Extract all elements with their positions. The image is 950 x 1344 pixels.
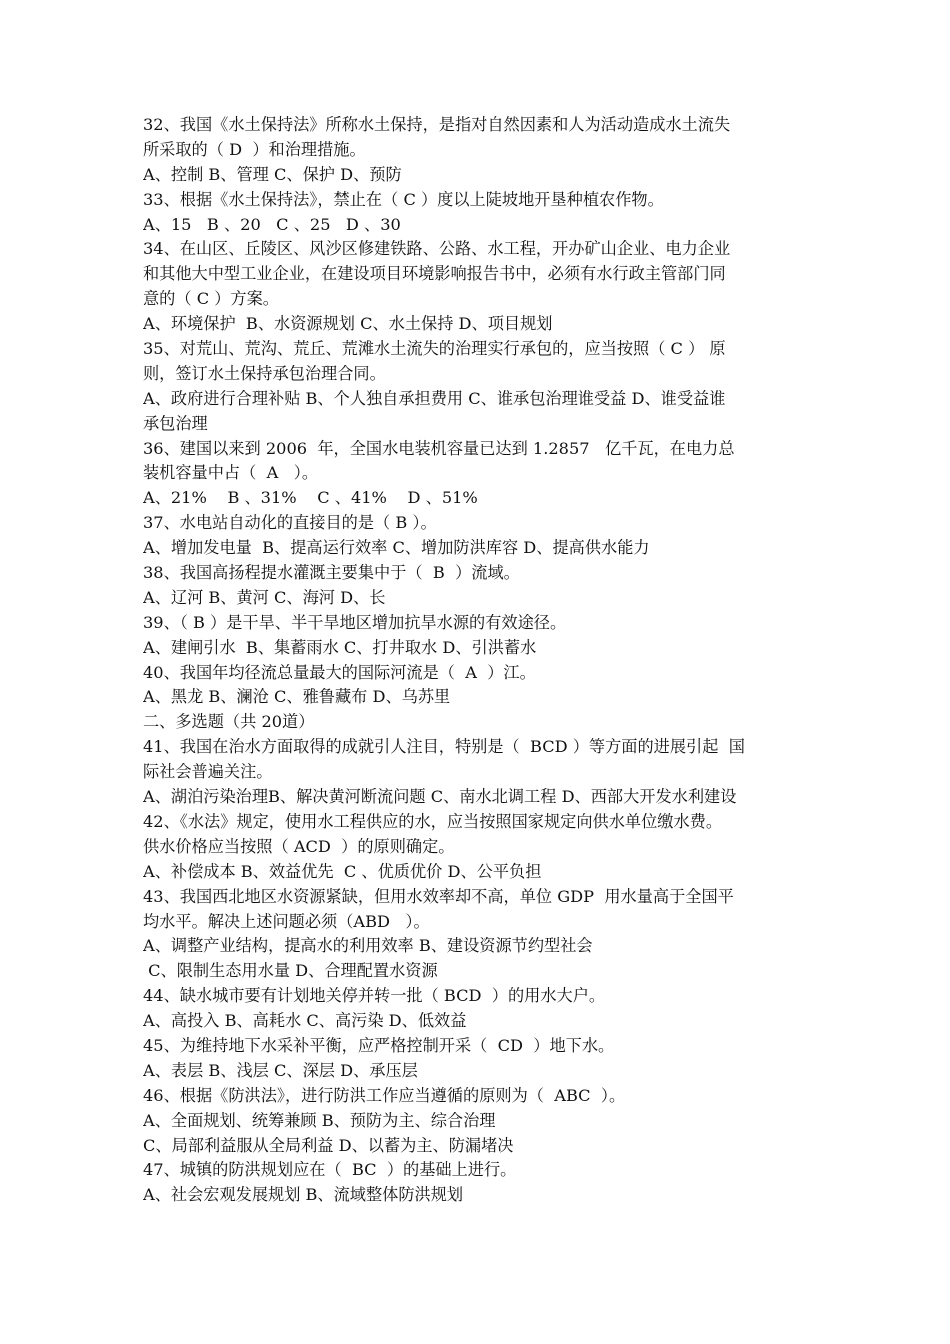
question-42-text-line-1: 42、《水法》规定，使用水工程供应的水，应当按照国家规定向供水单位缴水费。 xyxy=(143,811,723,831)
question-46-options-line-2: C、局部利益服从全局利益 D、以蓄为主、防漏堵决 xyxy=(143,1135,514,1155)
question-36-text-line-2: 装机容量中占（ A ）。 xyxy=(143,463,319,483)
question-42-options: A、补偿成本 B、效益优先 C 、优质优价 D、公平负担 xyxy=(143,861,542,881)
question-36-text-line-1: 36、建国以来到 2006 年，全国水电装机容量已达到 1.2857 亿千瓦，在电力总 xyxy=(143,438,735,458)
question-43-text-line-1: 43、我国西北地区水资源紧缺，但用水效率却不高，单位 GDP 用水量高于全国平 xyxy=(143,886,734,906)
question-43-options-line-1: A、调整产业结构，提高水的利用效率 B、建设资源节约型社会 xyxy=(143,936,593,956)
question-47-options: A、社会宏观发展规划 B、流域整体防洪规划 xyxy=(143,1185,464,1205)
question-35-options-line-1: A、政府进行合理补贴 B、个人独自承担费用 C、谁承包治理谁受益 D、谁受益谁 xyxy=(143,388,726,408)
question-32-text-line-1: 32、我国《水土保持法》所称水土保持，是指对自然因素和人为活动造成水土流失 xyxy=(143,115,731,134)
question-34-text-line-2: 和其他大中型工业企业，在建设项目环境影响报告书中，必须有水行政主管部门同 xyxy=(143,264,726,284)
question-37-text: 37、水电站自动化的直接目的是（ B ）。 xyxy=(143,513,437,533)
question-43-options-line-2: C、限制生态用水量 D、合理配置水资源 xyxy=(143,961,438,981)
question-33-options: A、15 B 、20 C 、25 D 、30 xyxy=(143,214,401,234)
question-41-text-line-1: 41、我国在治水方面取得的成就引人注目，特别是（ BCD ）等方面的进展引起 国 xyxy=(143,737,745,757)
question-41-options: A、湖泊污染治理B、解决黄河断流问题 C、南水北调工程 D、西部大开发水利建设 xyxy=(143,787,737,807)
question-42-text-line-2: 供水价格应当按照（ ACD ）的原则确定。 xyxy=(143,836,455,856)
document-body xyxy=(143,113,813,1208)
question-35-options-line-2: 承包治理 xyxy=(143,413,208,433)
question-44-options: A、高投入 B、高耗水 C、高污染 D、低效益 xyxy=(143,1011,467,1031)
question-34-text-line-3: 意的（ C ）方案。 xyxy=(143,289,279,309)
question-38-options: A、辽河 B、黄河 C、海河 D、长 xyxy=(143,587,386,607)
question-45-options: A、表层 B、浅层 C、深层 D、承压层 xyxy=(143,1060,418,1080)
question-34-text-line-1: 34、在山区、丘陵区、风沙区修建铁路、公路、水工程，开办矿山企业、电力企业 xyxy=(143,239,731,259)
question-35-text-line-2: 则，签订水土保持承包治理合同。 xyxy=(143,363,386,383)
question-40-options: A、黑龙 B、澜沧 C、雅鲁藏布 D、乌苏里 xyxy=(143,687,451,707)
question-33-text: 33、根据《水土保持法》，禁止在（ C ）度以上陡坡地开垦种植农作物。 xyxy=(143,189,664,209)
question-46-text: 46、根据《防洪法》，进行防洪工作应当遵循的原则为（ ABC ）。 xyxy=(143,1085,626,1105)
question-46-options-line-1: A、全面规划、统筹兼顾 B、预防为主、综合治理 xyxy=(143,1110,496,1130)
question-34-options: A、环境保护 B、水资源规划 C、水土保持 D、项目规划 xyxy=(143,314,553,334)
question-39-options: A、建闸引水 B、集蓄雨水 C、打井取水 D、引洪蓄水 xyxy=(143,637,537,657)
question-32-options: A、控制 B、管理 C、保护 D、预防 xyxy=(143,164,402,184)
question-45-text: 45、为维持地下水采补平衡，应严格控制开采（ CD ）地下水。 xyxy=(143,1035,615,1055)
question-44-text: 44、缺水城市要有计划地关停并转一批（ BCD ）的用水大户。 xyxy=(143,986,606,1006)
question-39-text: 39、（ B ）是干旱、半干旱地区增加抗旱水源的有效途径。 xyxy=(143,612,567,632)
question-35-text-line-1: 35、对荒山、荒沟、荒丘、荒滩水土流失的治理实行承包的，应当按照（ C ） 原 xyxy=(143,339,726,359)
section-heading-multiple-choice: 二、多选题（共 20道） xyxy=(143,712,315,732)
question-36-options: A、21% B 、31% C 、41% D 、51% xyxy=(143,488,478,508)
question-43-text-line-2: 均水平。解决上述问题必须（ABD ）。 xyxy=(143,911,430,931)
question-37-options: A、增加发电量 B、提高运行效率 C、增加防洪库容 D、提高供水能力 xyxy=(143,538,650,558)
question-41-text-line-2: 际社会普遍关注。 xyxy=(143,762,273,782)
question-38-text: 38、我国高扬程提水灌溉主要集中于（ B ）流域。 xyxy=(143,563,520,583)
question-40-text: 40、我国年均径流总量最大的国际河流是（ A ）江。 xyxy=(143,662,536,682)
question-32-text-line-2: 所采取的（ D ）和治理措施。 xyxy=(143,139,366,159)
question-47-text: 47、城镇的防洪规划应在（ BC ）的基础上进行。 xyxy=(143,1160,517,1180)
